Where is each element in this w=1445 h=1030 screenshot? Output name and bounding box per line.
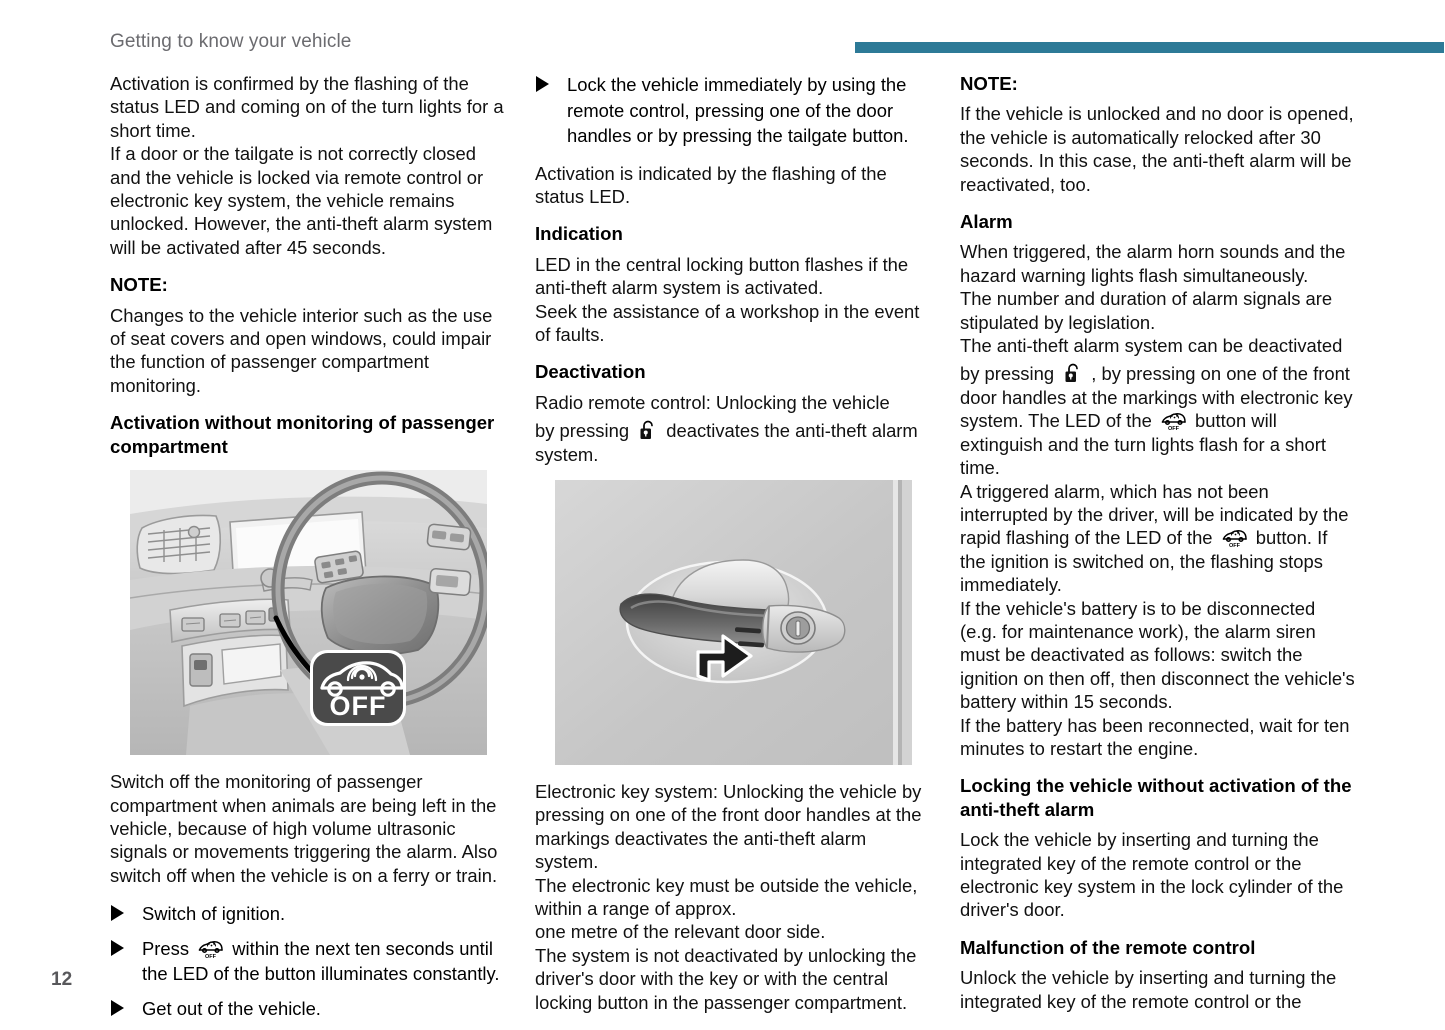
svg-text:OFF: OFF: [205, 953, 217, 959]
c3-paragraph-8: Lock the vehicle by inserting and turning the integrated key of the remote control or the electronic key system in the lock cylinder of the driver's door.: [960, 829, 1344, 921]
c2-heading-indication: Indication: [535, 223, 623, 245]
dashboard-figure: [130, 470, 487, 755]
c3-p4-a: by pressing: [960, 363, 1060, 385]
c2-paragraph-9: The system is not deactivated by unlocking the driver's door with the key or with the central locking button in the passenger compartment.: [535, 944, 917, 1013]
c3-note-body: If the vehicle is unlocked and no door is opened, the vehicle is automatically relocked after 30 seconds. In this case, the anti-theft alarm will be reactivated, too.: [960, 103, 1354, 195]
c2-paragraph-3: Seek the assistance of a workshop in the event of faults.: [535, 300, 920, 345]
column-1: [110, 72, 507, 1030]
interior-monitoring-off-icon: [1221, 529, 1248, 548]
c2-bullet-1-text: Lock the vehicle immediately by using the remote control, pressing one of the door handles or by pressing the tailgate button.: [567, 74, 909, 146]
interior-monitoring-off-icon: [197, 940, 224, 959]
c1-note-label: NOTE:: [110, 274, 168, 296]
c2-paragraph-6: Electronic key system: Unlocking the vehicle by pressing on one of the front door handles at the markings deactivates the anti-theft alarm system.: [535, 780, 922, 873]
triangle-bullet-icon: [111, 905, 124, 921]
c3-paragraph-4: [960, 362, 1357, 479]
c3-paragraph-6: If the vehicle's battery is to be disconnected (e.g. for maintenance work), the alarm siren must be deactivated as follows: switch the ignition on then off, then disconnect the vehicle's battery within 15 seconds.: [960, 597, 1355, 713]
c1-heading-activation-without-monitoring: Activation without monitoring of passenger compartment: [110, 412, 495, 457]
header-accent-rule: [855, 42, 1444, 53]
c3-paragraph-1: When triggered, the alarm horn sounds and the hazard warning lights flash simultaneously.: [960, 241, 1346, 286]
page-title: Getting to know your vehicle: [110, 31, 352, 52]
c1-bullet-2-text-after: within the next ten seconds until the LED of the button illuminates constantly.: [142, 937, 500, 985]
c2-heading-deactivation: Deactivation: [535, 361, 646, 383]
c1-paragraph-2: If a door or the tailgate is not correctly closed and the vehicle is locked via remote control or electronic key system, the vehicle remains unlocked. However, the anti-theft alarm system will be activated after 45 seconds.: [110, 143, 493, 258]
c3-p5-b: button. If the ignition is switched on, the flashing stops immediately.: [960, 527, 1328, 596]
c3-heading-alarm: Alarm: [960, 211, 1013, 233]
triangle-bullet-icon: [111, 940, 124, 956]
svg-text:OFF: OFF: [1228, 543, 1240, 549]
c2-paragraph-4: Radio remote control: Unlocking the vehicle: [535, 391, 890, 413]
c1-bullet-2-text-before: Press: [142, 937, 195, 959]
svg-text:OFF: OFF: [1167, 426, 1179, 432]
interior-monitoring-off-icon: [1160, 412, 1187, 431]
list-item: [110, 901, 507, 927]
svg-text:OFF: OFF: [329, 691, 387, 722]
c2-p5-after: deactivates the anti-theft alarm system.: [535, 420, 918, 465]
c2-p5-before: by pressing: [535, 420, 635, 442]
c2-paragraph-8: one metre of the relevant door side.: [535, 921, 826, 943]
c2-paragraph-2: LED in the central locking button flashes if the anti-theft alarm system is activated.: [535, 253, 909, 299]
column-3: [960, 72, 1357, 1013]
c2-bullet-list: [535, 72, 932, 149]
c2-paragraph-5: [535, 419, 932, 466]
c3-note-label: NOTE:: [960, 73, 1018, 94]
c3-paragraph-5: [960, 480, 1357, 597]
c1-bullet-list: [110, 901, 507, 1021]
unlock-padlock-icon: [639, 419, 656, 441]
c3-paragraph-2: The number and duration of alarm signals are stipulated by legislation.: [960, 288, 1333, 333]
column-2: [535, 72, 932, 1014]
c3-heading-locking-without-alarm: Locking the vehicle without activation of the anti-theft alarm: [960, 775, 1352, 820]
page-number: 12: [51, 969, 73, 990]
page-header: [0, 0, 1445, 62]
c3-p5-a: A triggered alarm, which has not been interrupted by the driver, will be indicated by the rapid flashing of the LED of the: [960, 480, 1349, 549]
c3-paragraph-7: If the battery has been reconnected, wait for ten minutes to restart the engine.: [960, 714, 1350, 759]
c3-paragraph-9: Unlock the vehicle by inserting and turning the integrated key of the remote control or the: [960, 967, 1337, 1012]
dashboard-illustration: [130, 470, 487, 755]
door-handle-illustration: [555, 480, 912, 765]
c2-paragraph-1: Activation is indicated by the flashing of the status LED.: [535, 162, 887, 207]
list-item: [535, 72, 932, 149]
c1-paragraph-3: Switch off the monitoring of passenger compartment when animals are being left in the vehicle, because of high volume ultrasonic signals or movements triggering the alarm. Also switch off when the vehicle is on a ferry or train.: [110, 771, 498, 886]
c2-paragraph-7: The electronic key must be outside the vehicle, within a range of approx.: [535, 874, 918, 919]
interior-monitoring-off-badge: [310, 650, 406, 726]
list-item: [110, 996, 507, 1022]
c1-paragraph-1: Activation is confirmed by the flashing of the status LED and coming on of the turn lights for a short time.: [110, 73, 504, 141]
c1-note-body: Changes to the vehicle interior such as the use of seat covers and open windows, could impair the function of passenger compartment monitoring.: [110, 304, 493, 396]
c3-p4-c: button will extinguish and the turn lights flash for a short time.: [960, 410, 1326, 479]
triangle-bullet-icon: [536, 76, 549, 92]
triangle-bullet-icon: [111, 1000, 124, 1016]
c3-paragraph-3: The anti-theft alarm system can be deactivated: [960, 335, 1343, 357]
c3-heading-malfunction-remote: Malfunction of the remote control: [960, 936, 1256, 958]
unlock-padlock-icon: [1064, 362, 1081, 384]
door-handle-figure: [555, 480, 912, 765]
c1-bullet-3-text: Get out of the vehicle.: [142, 997, 321, 1019]
list-item: [110, 936, 507, 987]
c3-p4-b: , by pressing on one of the front door handles at the markings with electronic key system. The LED of the: [960, 363, 1353, 432]
c1-bullet-1-text: Switch of ignition.: [142, 903, 286, 925]
